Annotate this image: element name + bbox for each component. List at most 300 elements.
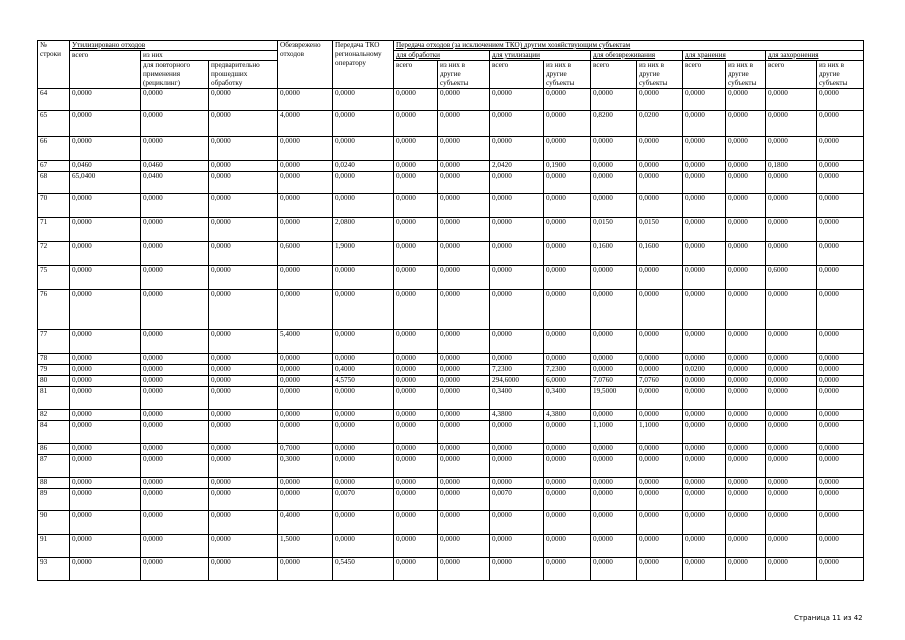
value-cell: 0,0000 (394, 511, 438, 535)
value-cell: 0,0000 (438, 218, 490, 242)
value-cell: 0,0000 (726, 478, 766, 489)
value-cell: 4,0000 (278, 111, 333, 137)
value-cell: 0,0000 (141, 410, 209, 421)
table-row (38, 354, 864, 365)
value-cell: 0,0000 (544, 489, 591, 511)
row-number-cell: 84 (38, 421, 70, 444)
value-cell: 0,0000 (438, 421, 490, 444)
value-cell: 0,0000 (438, 354, 490, 365)
value-cell: 0,0000 (70, 455, 141, 478)
value-cell: 0,0000 (490, 242, 544, 266)
value-cell: 0,0000 (726, 558, 766, 581)
header-sub-line-1: из них в (639, 61, 664, 69)
value-cell: 0,0000 (141, 194, 209, 218)
value-cell: 0,0000 (394, 558, 438, 581)
value-cell: 0,0000 (683, 330, 726, 354)
value-cell: 0,0000 (209, 290, 278, 330)
value-cell: 0,0070 (490, 489, 544, 511)
value-cell: 0,0000 (141, 535, 209, 558)
header-sub-line-3: субъекты (639, 79, 668, 87)
value-cell: 0,0000 (278, 89, 333, 111)
table-row (38, 489, 864, 511)
value-cell: 0,8200 (591, 111, 637, 137)
value-cell: 0,0000 (683, 387, 726, 410)
value-cell: 0,0000 (817, 410, 864, 421)
value-cell: 0,0000 (70, 535, 141, 558)
value-cell: 0,0000 (544, 455, 591, 478)
table-row (38, 172, 864, 194)
value-cell: 0,0000 (726, 218, 766, 242)
value-cell: 0,0000 (591, 535, 637, 558)
value-cell: 0,0000 (209, 511, 278, 535)
value-cell: 0,0000 (726, 455, 766, 478)
value-cell: 0,0000 (817, 387, 864, 410)
value-cell: 0,0000 (591, 410, 637, 421)
value-cell: 0,0000 (333, 535, 394, 558)
table-row (38, 137, 864, 161)
header-group-burial: для захоронения (766, 51, 864, 61)
table-row (38, 266, 864, 290)
value-cell: 0,0000 (70, 444, 141, 455)
value-cell: 0,0000 (490, 535, 544, 558)
value-cell: 0,0000 (141, 354, 209, 365)
value-cell: 0,0000 (637, 410, 683, 421)
value-cell: 0,0000 (209, 478, 278, 489)
value-cell: 0,0000 (70, 558, 141, 581)
value-cell: 0,0000 (637, 161, 683, 172)
value-cell: 0,0000 (278, 365, 333, 376)
value-cell: 0,0000 (683, 194, 726, 218)
value-cell: 0,0000 (766, 410, 817, 421)
value-cell: 0,0000 (333, 172, 394, 194)
table-row (38, 365, 864, 376)
value-cell: 0,0000 (333, 421, 394, 444)
value-cell: 0,0000 (394, 365, 438, 376)
value-cell: 0,4000 (278, 511, 333, 535)
row-number-cell: 80 (38, 376, 70, 387)
value-cell: 0,0000 (817, 511, 864, 535)
row-number-cell: 86 (38, 444, 70, 455)
value-cell: 0,0000 (544, 242, 591, 266)
value-cell: 0,0000 (637, 290, 683, 330)
value-cell: 0,0000 (394, 387, 438, 410)
value-cell: 0,0000 (394, 137, 438, 161)
value-cell: 0,0000 (394, 290, 438, 330)
value-cell: 7,0760 (637, 376, 683, 387)
value-cell: 0,0000 (766, 330, 817, 354)
value-cell: 0,0000 (591, 511, 637, 535)
value-cell: 0,0000 (141, 387, 209, 410)
header-storage-total: всего (683, 61, 726, 89)
value-cell: 0,0000 (726, 376, 766, 387)
value-cell: 0,0000 (591, 290, 637, 330)
header-utilization-total: всего (490, 61, 544, 89)
value-cell: 0,0000 (141, 137, 209, 161)
value-cell: 1,5000 (278, 535, 333, 558)
value-cell: 0,3400 (544, 387, 591, 410)
value-cell: 0,0000 (141, 365, 209, 376)
table-row (38, 511, 864, 535)
value-cell: 0,0400 (141, 172, 209, 194)
header-sub-line-2: другие (546, 70, 567, 78)
value-cell: 0,0000 (817, 161, 864, 172)
value-cell: 0,0000 (394, 478, 438, 489)
value-cell: 0,0000 (637, 558, 683, 581)
value-cell: 0,0000 (70, 354, 141, 365)
value-cell: 0,0000 (394, 535, 438, 558)
value-cell: 0,0000 (438, 558, 490, 581)
header-reuse (141, 61, 209, 89)
value-cell: 0,0000 (70, 266, 141, 290)
header-util-of-which: из них (141, 51, 278, 61)
value-cell: 0,0000 (70, 194, 141, 218)
value-cell: 0,0000 (438, 535, 490, 558)
value-cell: 0,0000 (438, 137, 490, 161)
table-row (38, 455, 864, 478)
value-cell: 0,0000 (766, 376, 817, 387)
header-row-number-label-2: строки (40, 50, 61, 58)
value-cell: 7,0760 (591, 376, 637, 387)
value-cell: 0,0000 (544, 290, 591, 330)
value-cell: 0,0000 (394, 266, 438, 290)
value-cell: 0,0000 (766, 455, 817, 478)
value-cell: 0,0000 (141, 218, 209, 242)
value-cell: 0,0000 (438, 489, 490, 511)
header-burial-total: всего (766, 61, 817, 89)
value-cell: 0,0000 (438, 365, 490, 376)
value-cell: 0,0000 (394, 410, 438, 421)
value-cell: 0,0000 (544, 421, 591, 444)
value-cell: 0,0000 (490, 218, 544, 242)
value-cell: 0,0000 (70, 330, 141, 354)
value-cell: 0,0000 (278, 161, 333, 172)
header-utilization-other (544, 61, 591, 89)
header-row-number (38, 41, 70, 89)
value-cell: 0,0000 (278, 137, 333, 161)
header-pre-line-3: обработку (211, 79, 243, 87)
value-cell: 0,0000 (817, 194, 864, 218)
value-cell: 0,0000 (490, 444, 544, 455)
value-cell: 0,0000 (490, 172, 544, 194)
value-cell: 0,0000 (637, 478, 683, 489)
value-cell: 0,0000 (141, 89, 209, 111)
table-row (38, 161, 864, 172)
value-cell: 0,0000 (726, 111, 766, 137)
value-cell: 0,0000 (544, 478, 591, 489)
value-cell: 0,0000 (544, 137, 591, 161)
value-cell: 0,0000 (544, 535, 591, 558)
value-cell: 0,0000 (333, 111, 394, 137)
value-cell: 0,0000 (209, 111, 278, 137)
row-number-cell: 88 (38, 478, 70, 489)
value-cell: 0,0000 (683, 137, 726, 161)
value-cell: 0,0000 (490, 290, 544, 330)
value-cell: 0,0000 (817, 172, 864, 194)
value-cell: 0,0000 (209, 421, 278, 444)
value-cell: 0,1800 (766, 161, 817, 172)
value-cell: 0,0000 (817, 455, 864, 478)
value-cell: 0,0000 (438, 478, 490, 489)
value-cell: 0,0000 (490, 558, 544, 581)
header-preprocessed (209, 61, 278, 89)
value-cell: 0,0000 (278, 376, 333, 387)
value-cell: 0,0000 (209, 242, 278, 266)
value-cell: 0,0000 (817, 354, 864, 365)
value-cell: 2,0420 (490, 161, 544, 172)
value-cell: 0,0000 (683, 421, 726, 444)
value-cell: 0,0000 (817, 489, 864, 511)
value-cell: 0,0000 (209, 354, 278, 365)
value-cell: 0,0000 (209, 455, 278, 478)
value-cell: 0,0000 (726, 194, 766, 218)
value-cell: 0,0000 (726, 489, 766, 511)
value-cell: 0,0000 (766, 387, 817, 410)
value-cell: 0,0000 (209, 558, 278, 581)
value-cell: 0,0000 (394, 89, 438, 111)
value-cell: 0,0000 (278, 489, 333, 511)
header-sub-line-2: другие (819, 70, 840, 78)
value-cell: 0,0000 (394, 161, 438, 172)
value-cell: 0,0000 (209, 444, 278, 455)
value-cell: 7,2300 (490, 365, 544, 376)
value-cell: 0,0000 (394, 218, 438, 242)
value-cell: 0,0000 (637, 137, 683, 161)
value-cell: 4,5750 (333, 376, 394, 387)
value-cell: 0,0000 (490, 194, 544, 218)
value-cell: 0,0000 (766, 489, 817, 511)
row-number-cell: 81 (38, 387, 70, 410)
value-cell: 4,3800 (490, 410, 544, 421)
header-neutralized-line-1: Обезврежено (280, 41, 321, 49)
header-reuse-line-2: применения (143, 70, 181, 78)
header-tko-transfer (333, 41, 394, 89)
value-cell: 0,0000 (141, 558, 209, 581)
value-cell: 0,0000 (817, 376, 864, 387)
value-cell: 0,0000 (141, 290, 209, 330)
value-cell: 0,0000 (278, 266, 333, 290)
value-cell: 2,0800 (333, 218, 394, 242)
value-cell: 0,0000 (209, 218, 278, 242)
value-cell: 0,0000 (817, 111, 864, 137)
value-cell: 0,0000 (209, 194, 278, 218)
value-cell: 0,0000 (766, 478, 817, 489)
value-cell: 0,0000 (394, 376, 438, 387)
value-cell: 0,1600 (591, 242, 637, 266)
value-cell: 0,0000 (278, 387, 333, 410)
value-cell: 0,0000 (726, 137, 766, 161)
value-cell: 0,0000 (438, 511, 490, 535)
row-number-cell: 70 (38, 194, 70, 218)
value-cell: 0,0000 (70, 242, 141, 266)
waste-report-table (37, 40, 864, 581)
value-cell: 0,0000 (141, 511, 209, 535)
value-cell: 0,0000 (591, 558, 637, 581)
value-cell: 0,0000 (209, 161, 278, 172)
value-cell: 0,0000 (141, 330, 209, 354)
value-cell: 0,0000 (683, 376, 726, 387)
value-cell: 0,0000 (591, 89, 637, 111)
value-cell: 0,0000 (333, 330, 394, 354)
value-cell: 0,0000 (726, 365, 766, 376)
value-cell: 0,0000 (683, 161, 726, 172)
value-cell: 0,0000 (683, 111, 726, 137)
value-cell: 0,0000 (438, 194, 490, 218)
value-cell: 0,0000 (278, 290, 333, 330)
value-cell: 0,0000 (726, 421, 766, 444)
value-cell: 0,0000 (209, 410, 278, 421)
value-cell: 0,0000 (70, 137, 141, 161)
header-group-storage: для хранения (683, 51, 766, 61)
value-cell: 0,0000 (490, 421, 544, 444)
value-cell: 0,0000 (637, 266, 683, 290)
value-cell: 0,0000 (683, 354, 726, 365)
value-cell: 0,0000 (209, 89, 278, 111)
row-number-cell: 71 (38, 218, 70, 242)
header-neutralization-other (637, 61, 683, 89)
row-number-cell: 82 (38, 410, 70, 421)
value-cell: 0,0000 (70, 511, 141, 535)
value-cell: 0,0000 (70, 376, 141, 387)
value-cell: 0,0000 (394, 444, 438, 455)
table-row (38, 410, 864, 421)
table-row (38, 330, 864, 354)
page-counter: Страница 11 из 42 (794, 614, 863, 622)
value-cell: 0,3400 (490, 387, 544, 410)
value-cell: 0,0000 (544, 511, 591, 535)
value-cell: 0,0000 (766, 172, 817, 194)
value-cell: 0,0000 (817, 444, 864, 455)
value-cell: 0,0000 (333, 266, 394, 290)
value-cell: 0,0000 (490, 266, 544, 290)
value-cell: 294,6000 (490, 376, 544, 387)
value-cell: 0,0000 (726, 161, 766, 172)
value-cell: 0,0000 (766, 111, 817, 137)
value-cell: 0,0000 (637, 489, 683, 511)
value-cell: 0,0000 (490, 478, 544, 489)
value-cell: 0,0000 (394, 194, 438, 218)
value-cell: 0,0000 (683, 266, 726, 290)
row-number-cell: 68 (38, 172, 70, 194)
value-cell: 0,0000 (438, 444, 490, 455)
value-cell: 0,0000 (817, 242, 864, 266)
value-cell: 0,0000 (591, 161, 637, 172)
value-cell: 0,0000 (333, 511, 394, 535)
value-cell: 0,0000 (683, 558, 726, 581)
value-cell: 0,0000 (278, 194, 333, 218)
value-cell: 0,0200 (637, 111, 683, 137)
value-cell: 0,0000 (544, 172, 591, 194)
row-number-cell: 91 (38, 535, 70, 558)
table-row (38, 376, 864, 387)
value-cell: 0,0000 (726, 410, 766, 421)
value-cell: 0,0000 (544, 354, 591, 365)
value-cell: 0,0000 (726, 444, 766, 455)
header-burial-other (817, 61, 864, 89)
value-cell: 0,0000 (209, 330, 278, 354)
value-cell: 0,0000 (817, 421, 864, 444)
value-cell: 0,0000 (817, 535, 864, 558)
value-cell: 0,0000 (333, 137, 394, 161)
table-row (38, 111, 864, 137)
value-cell: 0,0000 (438, 161, 490, 172)
value-cell: 0,0000 (70, 111, 141, 137)
value-cell: 0,0000 (726, 266, 766, 290)
header-tko-line-3: оператору (335, 59, 366, 67)
value-cell: 0,6000 (278, 242, 333, 266)
value-cell: 0,0000 (766, 354, 817, 365)
value-cell: 0,0000 (591, 478, 637, 489)
value-cell: 0,0000 (70, 478, 141, 489)
header-sub-line-1: из них в (440, 61, 465, 69)
value-cell: 0,0000 (591, 489, 637, 511)
value-cell: 0,0000 (333, 354, 394, 365)
value-cell: 0,0000 (817, 266, 864, 290)
header-sub-line-3: субъекты (546, 79, 575, 87)
value-cell: 4,3800 (544, 410, 591, 421)
value-cell: 0,0000 (209, 387, 278, 410)
value-cell: 0,0000 (726, 172, 766, 194)
value-cell: 0,0000 (683, 489, 726, 511)
value-cell: 0,0000 (490, 137, 544, 161)
header-neutralized (278, 41, 333, 89)
table-row (38, 421, 864, 444)
value-cell: 0,0000 (683, 89, 726, 111)
value-cell: 0,0000 (278, 478, 333, 489)
value-cell: 0,0000 (333, 89, 394, 111)
header-reuse-line-3: (рециклинг) (143, 79, 180, 87)
value-cell: 0,0000 (766, 194, 817, 218)
value-cell: 0,0000 (683, 172, 726, 194)
header-sub-line-3: субъекты (440, 79, 469, 87)
value-cell: 7,2300 (544, 365, 591, 376)
value-cell: 0,0000 (544, 111, 591, 137)
value-cell: 0,3000 (278, 455, 333, 478)
header-transfer-others: Передача отходов (за исключением ТКО) другим хозяйствующим субъектам (394, 41, 864, 51)
value-cell: 0,0000 (766, 290, 817, 330)
value-cell: 0,0000 (141, 489, 209, 511)
value-cell: 0,0000 (394, 489, 438, 511)
value-cell: 0,0000 (817, 365, 864, 376)
value-cell: 0,0000 (70, 290, 141, 330)
value-cell: 0,0000 (591, 444, 637, 455)
header-neutralization-total: всего (591, 61, 637, 89)
value-cell: 0,1600 (637, 242, 683, 266)
value-cell: 1,9000 (333, 242, 394, 266)
header-group-utilization: для утилизации (490, 51, 591, 61)
value-cell: 0,0000 (766, 137, 817, 161)
value-cell: 0,0000 (726, 89, 766, 111)
value-cell: 65,0400 (70, 172, 141, 194)
table-row (38, 218, 864, 242)
value-cell: 0,0000 (70, 387, 141, 410)
value-cell: 0,0000 (278, 558, 333, 581)
value-cell: 0,1900 (544, 161, 591, 172)
value-cell: 0,0000 (683, 444, 726, 455)
value-cell: 0,0000 (766, 421, 817, 444)
value-cell: 0,0000 (683, 455, 726, 478)
value-cell: 0,0000 (141, 242, 209, 266)
value-cell: 0,0000 (817, 137, 864, 161)
value-cell: 0,0000 (333, 387, 394, 410)
table-row (38, 478, 864, 489)
value-cell: 0,0000 (438, 172, 490, 194)
value-cell: 0,0000 (544, 558, 591, 581)
value-cell: 0,0000 (70, 489, 141, 511)
value-cell: 0,0000 (817, 330, 864, 354)
table-row (38, 558, 864, 581)
table-row (38, 242, 864, 266)
value-cell: 6,0000 (544, 376, 591, 387)
